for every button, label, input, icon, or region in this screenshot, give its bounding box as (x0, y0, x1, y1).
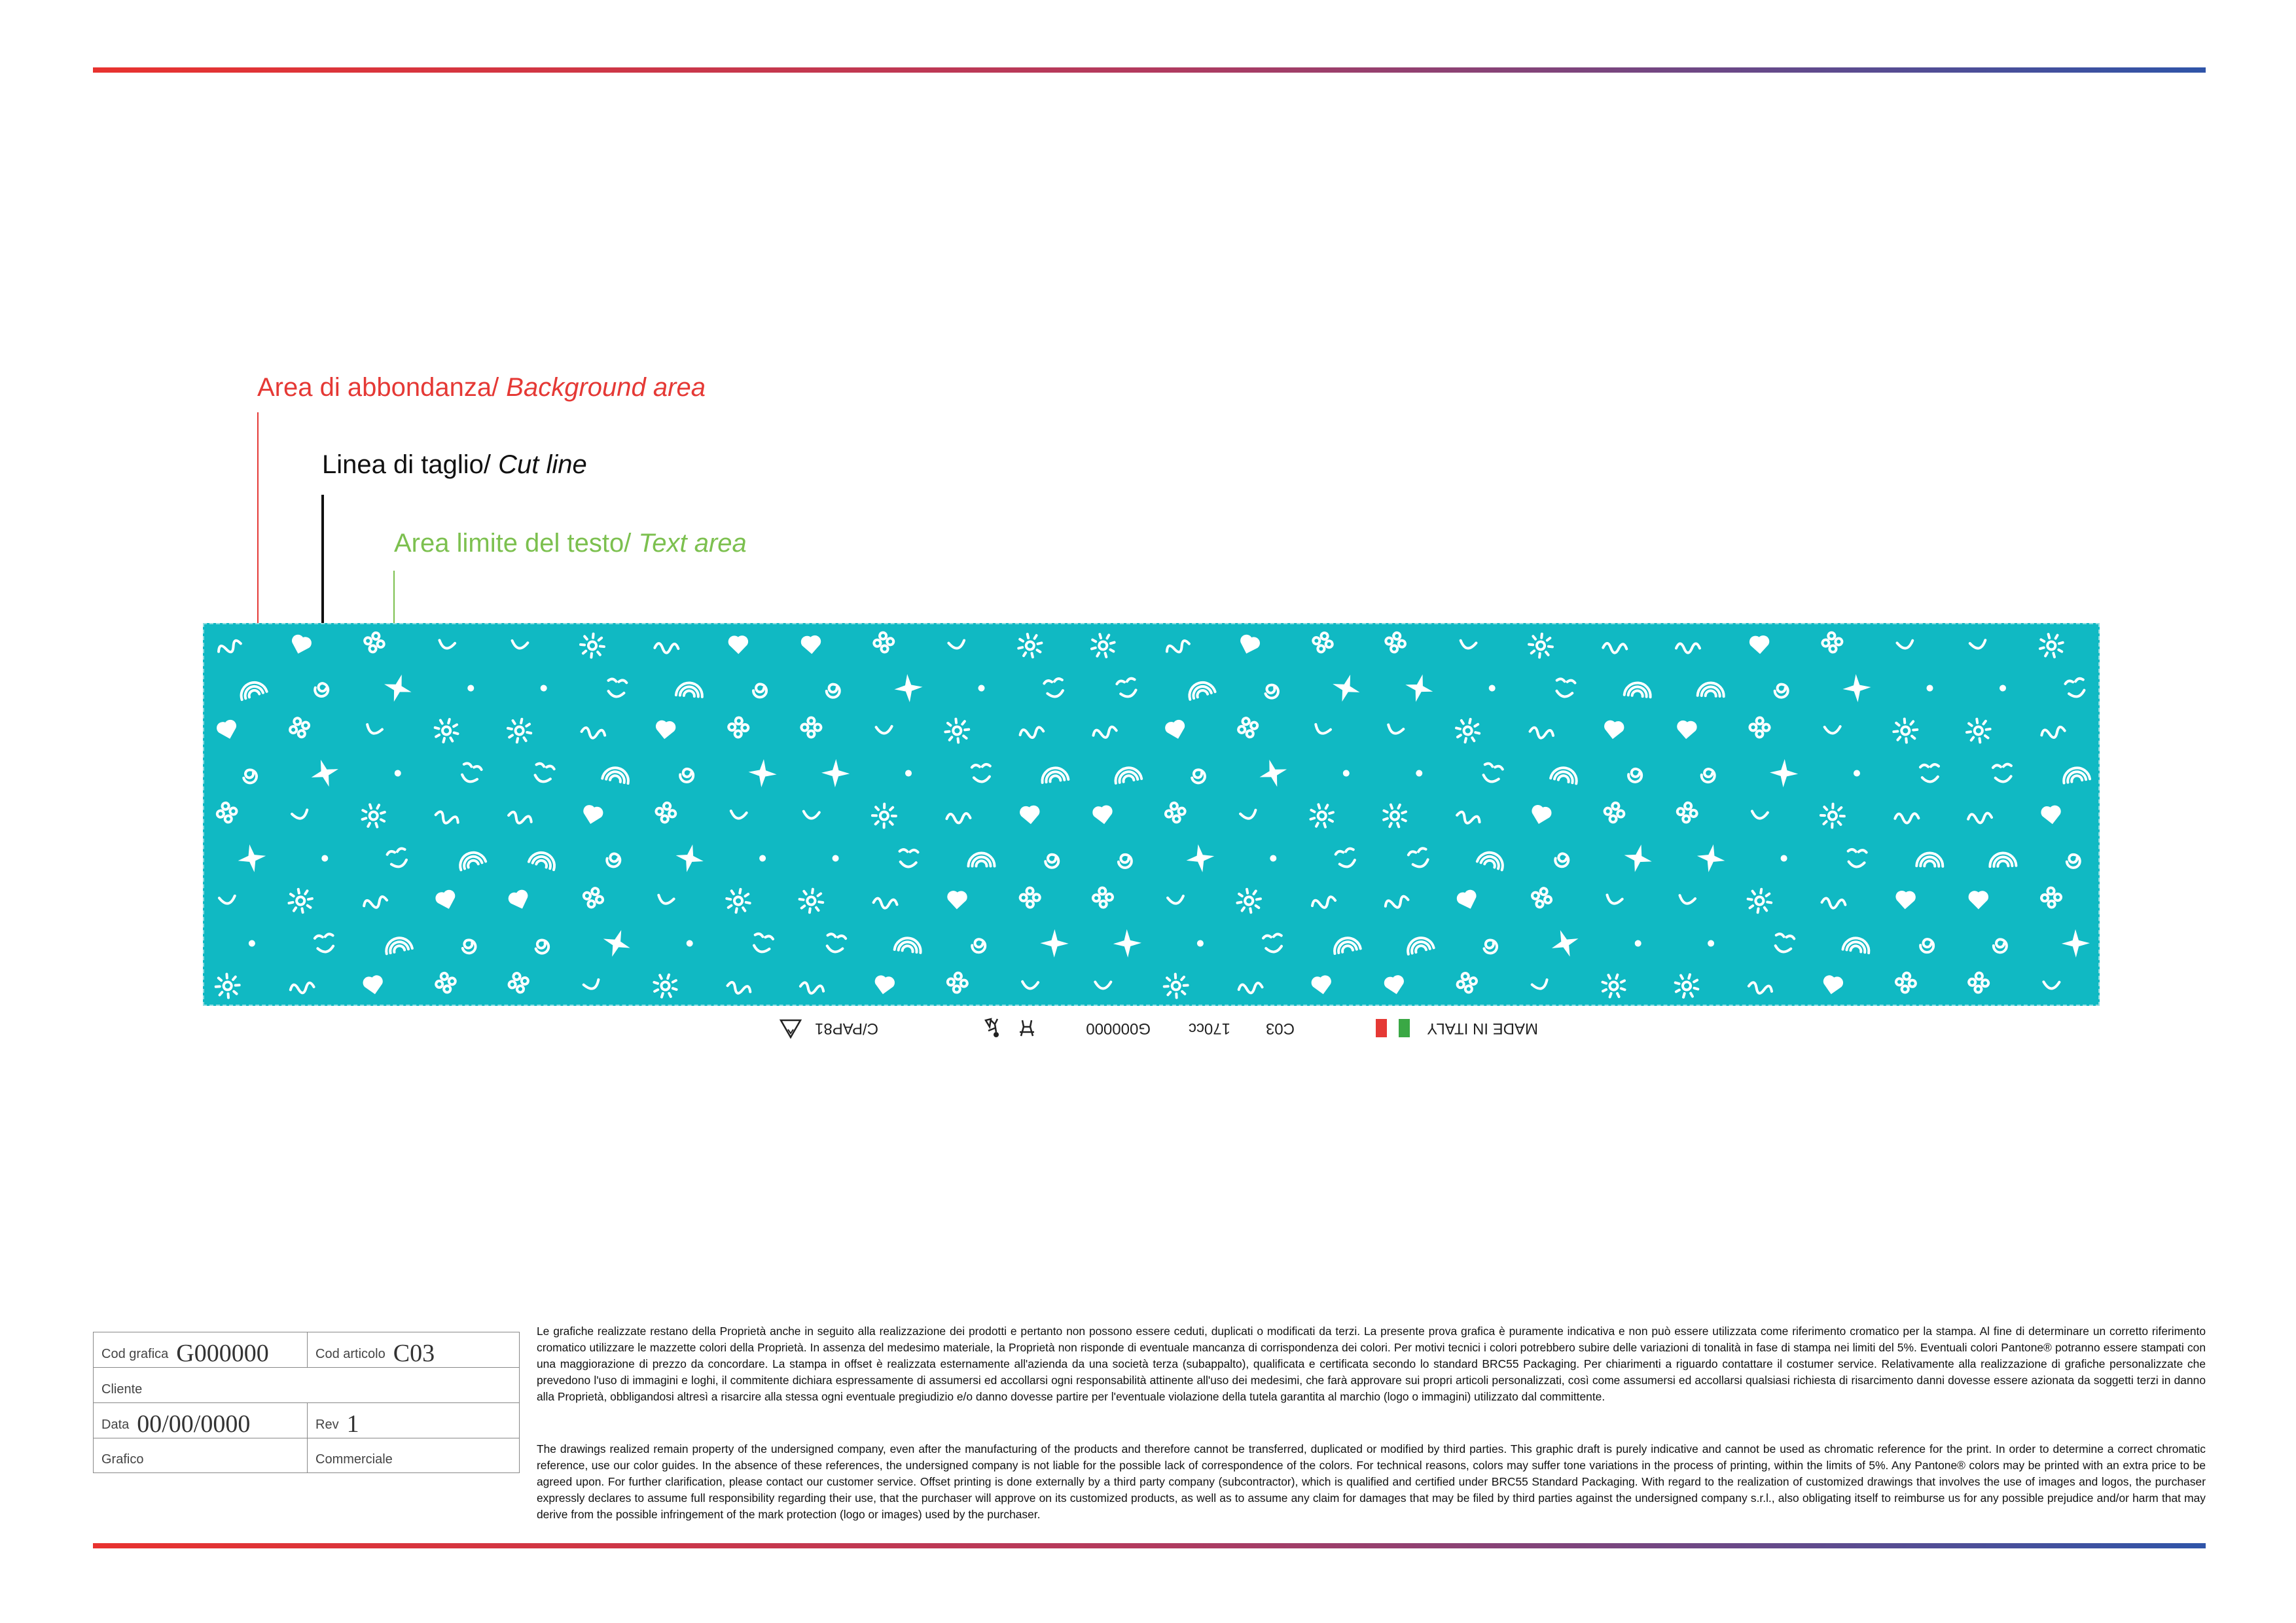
spiral-icon (1263, 683, 1280, 700)
grafico-cell (94, 1438, 307, 1472)
flower-icon (507, 971, 531, 995)
swirl-icon (1968, 813, 1992, 823)
heart-icon (1823, 976, 1842, 993)
star-icon (1700, 847, 1721, 868)
dot-icon (687, 941, 692, 946)
swirl-icon (434, 810, 459, 827)
swirl-icon (1748, 982, 1772, 996)
recycle-triangle-icon (779, 1009, 802, 1040)
smile-icon (1095, 982, 1111, 989)
smile-icon (511, 641, 528, 649)
text-area-marker (393, 571, 395, 623)
spiral-icon (461, 938, 476, 954)
spiral-icon (1774, 684, 1787, 697)
face-icon (607, 679, 627, 698)
rainbow-icon (238, 679, 266, 700)
spiral-icon (1701, 768, 1715, 783)
cliente-label: Cliente (101, 1382, 143, 1397)
rainbow-icon (457, 849, 486, 870)
swirl-icon (1020, 726, 1045, 739)
sun-icon (215, 973, 240, 998)
swirl-icon (1529, 727, 1554, 740)
rainbow-icon (1477, 849, 1506, 870)
smile-icon (948, 641, 965, 650)
rainbow-icon (529, 849, 558, 870)
made-in-italy-text: MADE IN ITALY (1427, 1020, 1538, 1037)
face-icon (752, 933, 774, 954)
dot-icon (1198, 941, 1203, 946)
spiral-icon (242, 768, 258, 784)
star-icon (386, 677, 409, 700)
sun-icon (1820, 804, 1844, 828)
spiral-icon (679, 768, 694, 783)
flower-icon (1603, 801, 1626, 824)
sun-icon (1307, 801, 1336, 830)
face-icon (387, 847, 409, 869)
smile-icon (1678, 895, 1695, 905)
capacity-text: 170cc (1188, 1020, 1230, 1037)
dot-icon (1271, 856, 1276, 861)
heart-icon (1604, 721, 1623, 738)
star-icon (753, 763, 772, 783)
heart-icon (1751, 637, 1769, 653)
sun-icon (1746, 887, 1773, 914)
flower-icon (1164, 801, 1187, 824)
smile-icon (1240, 810, 1257, 821)
star-icon (1190, 847, 1211, 868)
title-block (93, 1332, 520, 1473)
commerciale-label: Commerciale (315, 1452, 393, 1467)
star-icon (605, 932, 628, 955)
smile-icon (730, 811, 747, 819)
sun-icon (359, 801, 388, 830)
dot-icon (761, 856, 765, 861)
dot-icon (1417, 771, 1422, 776)
face-icon (972, 764, 992, 783)
heart-icon (1897, 892, 1915, 908)
dot-icon (906, 771, 910, 775)
spiral-icon (1554, 852, 1570, 868)
sun-icon (2037, 631, 2066, 660)
sun-icon (1088, 631, 1118, 660)
swirl-icon (1311, 896, 1336, 910)
flower-icon (1311, 630, 1335, 654)
star-icon (1774, 764, 1793, 783)
cod-grafica-label: Cod grafica (101, 1347, 169, 1361)
heart-icon (802, 636, 820, 652)
swirl-icon (799, 982, 824, 995)
swirl-icon (946, 813, 970, 823)
face-icon (1044, 678, 1065, 698)
italy-flag-icon (1376, 1019, 1410, 1037)
article-code-text: C03 (1265, 1020, 1295, 1037)
flower-icon (581, 885, 605, 910)
spiral-icon (972, 939, 986, 953)
star-icon (826, 764, 845, 783)
smile-icon (1605, 895, 1623, 906)
flower-icon (1384, 631, 1407, 654)
face-icon (899, 849, 918, 867)
sun-icon (1016, 632, 1044, 660)
print-info-strip (772, 1016, 1538, 1040)
flower-icon (1092, 887, 1113, 908)
rev-label: Rev (315, 1418, 339, 1432)
face-icon (1335, 847, 1357, 868)
title-row-staff (94, 1438, 519, 1472)
sun-icon (1528, 633, 1554, 659)
spiral-icon (753, 684, 766, 697)
face-icon (1920, 764, 1939, 782)
face-icon (1555, 679, 1575, 698)
flower-icon (1455, 971, 1479, 995)
face-icon (1481, 762, 1503, 783)
smile-icon (2043, 982, 2059, 988)
flower-icon (1821, 632, 1843, 653)
rainbow-icon (1916, 853, 1943, 866)
swirl-icon (873, 898, 897, 909)
sun-icon (1599, 971, 1629, 1001)
commerciale-cell (307, 1438, 520, 1472)
sun-icon (1235, 887, 1263, 915)
grafico-label: Grafico (101, 1452, 144, 1467)
swirl-icon (1092, 726, 1117, 740)
heart-icon (1093, 806, 1112, 824)
flower-icon (1749, 717, 1770, 738)
top-gradient-bar (93, 67, 2206, 73)
title-row-date (94, 1403, 519, 1438)
star-icon (1045, 934, 1064, 952)
heart-icon (291, 635, 312, 654)
cod-articolo-value: C03 (393, 1340, 435, 1367)
flower-icon (1236, 715, 1261, 740)
flower-icon (946, 972, 968, 993)
swirl-icon (1603, 643, 1627, 654)
data-value: 00/00/0000 (137, 1410, 251, 1438)
heart-icon (1020, 806, 1039, 823)
spiral-icon (314, 681, 330, 698)
data-cell (94, 1403, 307, 1438)
heart-icon (874, 976, 894, 993)
smile-icon (1460, 641, 1476, 650)
dot-icon (395, 771, 401, 776)
heart-icon (2042, 806, 2061, 823)
spiral-icon (1628, 768, 1643, 783)
face-icon (533, 762, 554, 783)
swirl-icon (1821, 898, 1846, 910)
heart-icon (509, 890, 530, 910)
dot-icon (469, 686, 473, 690)
dot-icon (1344, 771, 1349, 776)
star-icon (1408, 677, 1430, 700)
face-icon (825, 933, 846, 953)
sun-icon (505, 717, 533, 745)
swirl-icon (290, 982, 314, 994)
star-icon (1627, 847, 1649, 870)
spiral-icon (2066, 854, 2081, 868)
spiral-icon (605, 852, 621, 868)
cup-artwork-band (203, 623, 2100, 1006)
sun-icon (651, 971, 680, 1001)
dot-icon (1928, 686, 1932, 690)
flower-icon (1020, 887, 1040, 908)
sun-icon (579, 633, 605, 658)
sun-icon (432, 716, 461, 745)
dot-icon (323, 856, 327, 861)
face-icon (314, 933, 335, 953)
tidyman-icon (983, 1009, 1003, 1040)
flower-icon (873, 632, 895, 653)
flower-icon (363, 630, 386, 654)
smile-icon (1022, 982, 1038, 989)
smile-icon (1168, 896, 1184, 904)
star-icon (2066, 934, 2085, 952)
sun-icon (1672, 971, 1702, 1001)
swirl-icon (655, 643, 678, 653)
smile-icon (1751, 811, 1768, 819)
swirl-icon (1384, 895, 1409, 910)
star-icon (1118, 934, 1137, 953)
star-icon (1262, 762, 1285, 785)
swirl-icon (1456, 811, 1481, 827)
spiral-icon (1994, 939, 2007, 953)
cod-grafica-cell (94, 1332, 307, 1367)
rainbow-icon (1698, 683, 1725, 696)
swirl-icon (1238, 982, 1263, 994)
legend-cut-line: Linea di taglio/ Cut line (322, 450, 587, 479)
smile-icon (584, 980, 601, 991)
smile-icon (292, 810, 309, 821)
graphic-code-text: G000000 (1086, 1020, 1151, 1037)
swirl-icon (726, 981, 751, 996)
star-icon (314, 762, 336, 785)
flower-icon (801, 718, 821, 738)
star-icon (899, 678, 918, 698)
sun-icon (798, 887, 825, 914)
rainbow-icon (1186, 679, 1215, 700)
rev-cell (307, 1403, 520, 1438)
face-icon (1773, 933, 1794, 954)
face-icon (1847, 849, 1867, 868)
smile-icon (365, 724, 382, 736)
dot-icon (1636, 941, 1640, 946)
legend-background-area: Area di abbondanza/ Background area (257, 373, 706, 402)
star-icon (1553, 932, 1577, 955)
rainbow-icon (2062, 766, 2090, 783)
flower-icon (287, 715, 312, 740)
recycle-code-text: C/PAP81 (815, 1020, 878, 1037)
swirl-icon (1895, 813, 1918, 823)
smile-icon (657, 895, 674, 906)
heart-icon (656, 721, 675, 738)
rainbow-icon (1990, 853, 2017, 866)
rainbow-icon (895, 936, 922, 953)
flower-icon (434, 971, 457, 995)
smile-icon (1970, 640, 1987, 650)
sun-icon (1164, 974, 1189, 999)
flower-icon (1530, 885, 1554, 910)
sun-icon (872, 804, 897, 828)
heart-icon (436, 890, 457, 910)
sun-icon (1454, 717, 1482, 745)
spiral-icon (1920, 938, 1934, 953)
spiral-icon (1045, 854, 1059, 868)
flower-icon (728, 717, 749, 738)
dot-icon (979, 686, 984, 690)
dot-icon (1708, 941, 1713, 946)
flower-icon (1968, 972, 1989, 993)
dot-icon (1782, 856, 1786, 861)
spiral-icon (826, 684, 840, 698)
rainbow-icon (676, 682, 703, 697)
heart-icon (1166, 720, 1187, 739)
flower-icon (2041, 887, 2062, 908)
swirl-icon (581, 727, 605, 740)
heart-icon (363, 976, 383, 993)
sun-icon (1380, 800, 1410, 830)
smile-icon (439, 640, 455, 649)
spiral-icon (534, 938, 550, 955)
rainbow-icon (1333, 936, 1361, 954)
spiral-icon (1191, 768, 1206, 784)
food-safe-icon (1017, 1009, 1037, 1040)
sun-icon (725, 887, 752, 914)
title-row-cliente (94, 1368, 519, 1403)
heart-icon (730, 637, 747, 652)
face-icon (1993, 764, 2013, 783)
smile-icon (219, 896, 236, 904)
smile-icon (1897, 641, 1914, 650)
cod-articolo-cell (307, 1332, 520, 1367)
rainbow-icon (1624, 682, 1652, 697)
rainbow-icon (1041, 766, 1068, 783)
heart-icon (948, 892, 966, 908)
rainbow-icon (969, 853, 995, 866)
heart-icon (1384, 976, 1405, 994)
swirl-icon (217, 639, 243, 656)
swirl-icon (1676, 644, 1700, 653)
face-icon (2065, 678, 2087, 699)
sun-icon (287, 887, 314, 914)
smile-icon (1825, 726, 1840, 734)
disclaimer-english: The drawings realized remain property of the undersigned company, even after the manufacturing of the products and therefore cannot be transferred, duplicated or modified by third parties. This graphic draft is purely indicative and cannot be used as chromatic reference for the print. In order to determine a correct chromatic reference, use our color guides. In the absence of these references, the undersigned company is not liable for the possible lack of correspondence of the colors. For technical reasons, colors may suffer tone variations in the process of printing, within the limits of 5%. Any Pantone® colors may be printed with an extra price to be agreed upon. For further clarification, please contact our customer service. Offset printing is done externally by a third party company (subcontractor), which is qualified and certified under BRC55 Standard Packaging. With regard to the realization of customized drawings that involves the use of images and logos, the purchaser expressly declares to assume full responsibility regarding their use, that the purchaser will approve on its customized products, as well as to assume any claim for damages that may be filed by third parties against the undersigned company s.r.l., also obligating itself to reimburse us for any possible prejudice and/or harm that may derive from the possible infringement of the mark protection (logo or images) used by the purchaser. (537, 1442, 2206, 1521)
title-row-codes (94, 1332, 519, 1368)
smile-icon (803, 812, 819, 819)
cliente-cell (94, 1368, 520, 1402)
legend-text-area: Area limite del testo/ Text area (394, 529, 747, 558)
data-label: Data (101, 1418, 130, 1432)
sun-icon (944, 718, 971, 744)
smile-icon (876, 726, 892, 734)
flower-icon (1895, 972, 1916, 993)
heart-icon (1531, 805, 1551, 824)
flower-icon (655, 801, 677, 824)
swirl-icon (1166, 639, 1191, 656)
smile-icon (1314, 724, 1331, 736)
face-icon (1408, 847, 1431, 869)
swirl-icon (507, 811, 532, 826)
spiral-icon (1118, 854, 1132, 868)
heart-icon (1312, 976, 1332, 993)
swirl-icon (2041, 726, 2066, 740)
heart-icon (583, 806, 603, 825)
heart-icon (1239, 635, 1260, 654)
star-icon (242, 847, 262, 868)
smile-icon (1532, 980, 1549, 991)
heart-icon (1457, 890, 1479, 910)
swirl-icon (363, 896, 387, 910)
smile-icon (1386, 724, 1403, 735)
bottom-gradient-bar (93, 1543, 2206, 1548)
rainbow-icon (1113, 766, 1141, 783)
rainbow-icon (1843, 936, 1871, 953)
rainbow-icon (384, 936, 412, 954)
dot-icon (1490, 686, 1494, 690)
cut-line-marker (321, 495, 324, 623)
rainbow-icon (602, 766, 630, 783)
star-icon (679, 847, 700, 869)
face-icon (459, 762, 482, 784)
background-area-marker (257, 412, 259, 623)
flower-icon (1676, 802, 1698, 824)
dot-icon (541, 686, 546, 690)
rev-value: 1 (346, 1410, 359, 1438)
dot-icon (833, 856, 838, 861)
cod-grafica-value: G000000 (176, 1340, 269, 1367)
dot-icon (250, 941, 255, 946)
star-icon (1335, 677, 1357, 700)
heart-icon (1970, 892, 1987, 907)
dot-icon (1855, 772, 1859, 776)
flower-icon (215, 801, 239, 825)
sun-icon (1893, 718, 1918, 743)
spiral-icon (1482, 938, 1499, 955)
face-icon (1263, 934, 1283, 954)
face-icon (1117, 677, 1138, 698)
rainbow-icon (1405, 935, 1434, 954)
dot-icon (2001, 686, 2005, 690)
cod-articolo-label: Cod articolo (315, 1347, 386, 1361)
heart-icon (1677, 721, 1696, 738)
doodle-pattern (204, 624, 2100, 1006)
heart-icon (217, 720, 238, 740)
rainbow-icon (1551, 766, 1579, 784)
star-icon (1847, 679, 1867, 698)
disclaimer-italian: Le grafiche realizzate restano della Proprietà anche in seguito alla realizzazione dei prodotti e pertanto non possono essere ceduti, duplicati o modificati da terzi. La presente prova grafica è puramente indicativa e non può essere utilizzata come riferimento cromatico per la stampa. Al fine di determinare un corretto riferimento cromatico utilizzare le mazzette colori della Proprietà. In assenza del medesimo materiale, la Proprietà non risponde di eventuale mancanza di corrispondenza dei colori. Per motivi tecnici i colori potrebbero subire delle variazioni di tonalità in fase di stampa nei limiti del 5%. Eventuali colori Pantone® potranno essere stampati con una maggiorazione di prezzo da concordare. La stampa in offset è realizzata esternamente all'azienda da una società terza (subappalto), qualificata e certificata secondo lo standard BRC55 Packaging. Per chiarimenti a riguardo contattare il costumer service. Relativamente alla realizzazione di grafiche personalizzate che prevedono l'uso di immagini e loghi, il commitente dichiara espressamente di assumersi ed accollarsi ogni responsabilità attinente all'uso dei medesimi, che farà approvare sui propri articoli personalizzati, così come assumersi ed accollarsi qualsiasi richiesta di risarcimento danni dovesse essere azionata da soggetti terzi in danno alla Proprietà, obbligandosi altresì a risarcire alla stessa ogni eventuale pregiudizio e/o danno dovesse partire per l'eventuale violazione della tutela garantita al marchio (logo o immagini) utilizzato dal committente. (537, 1325, 2206, 1403)
sun-icon (1965, 717, 1992, 744)
